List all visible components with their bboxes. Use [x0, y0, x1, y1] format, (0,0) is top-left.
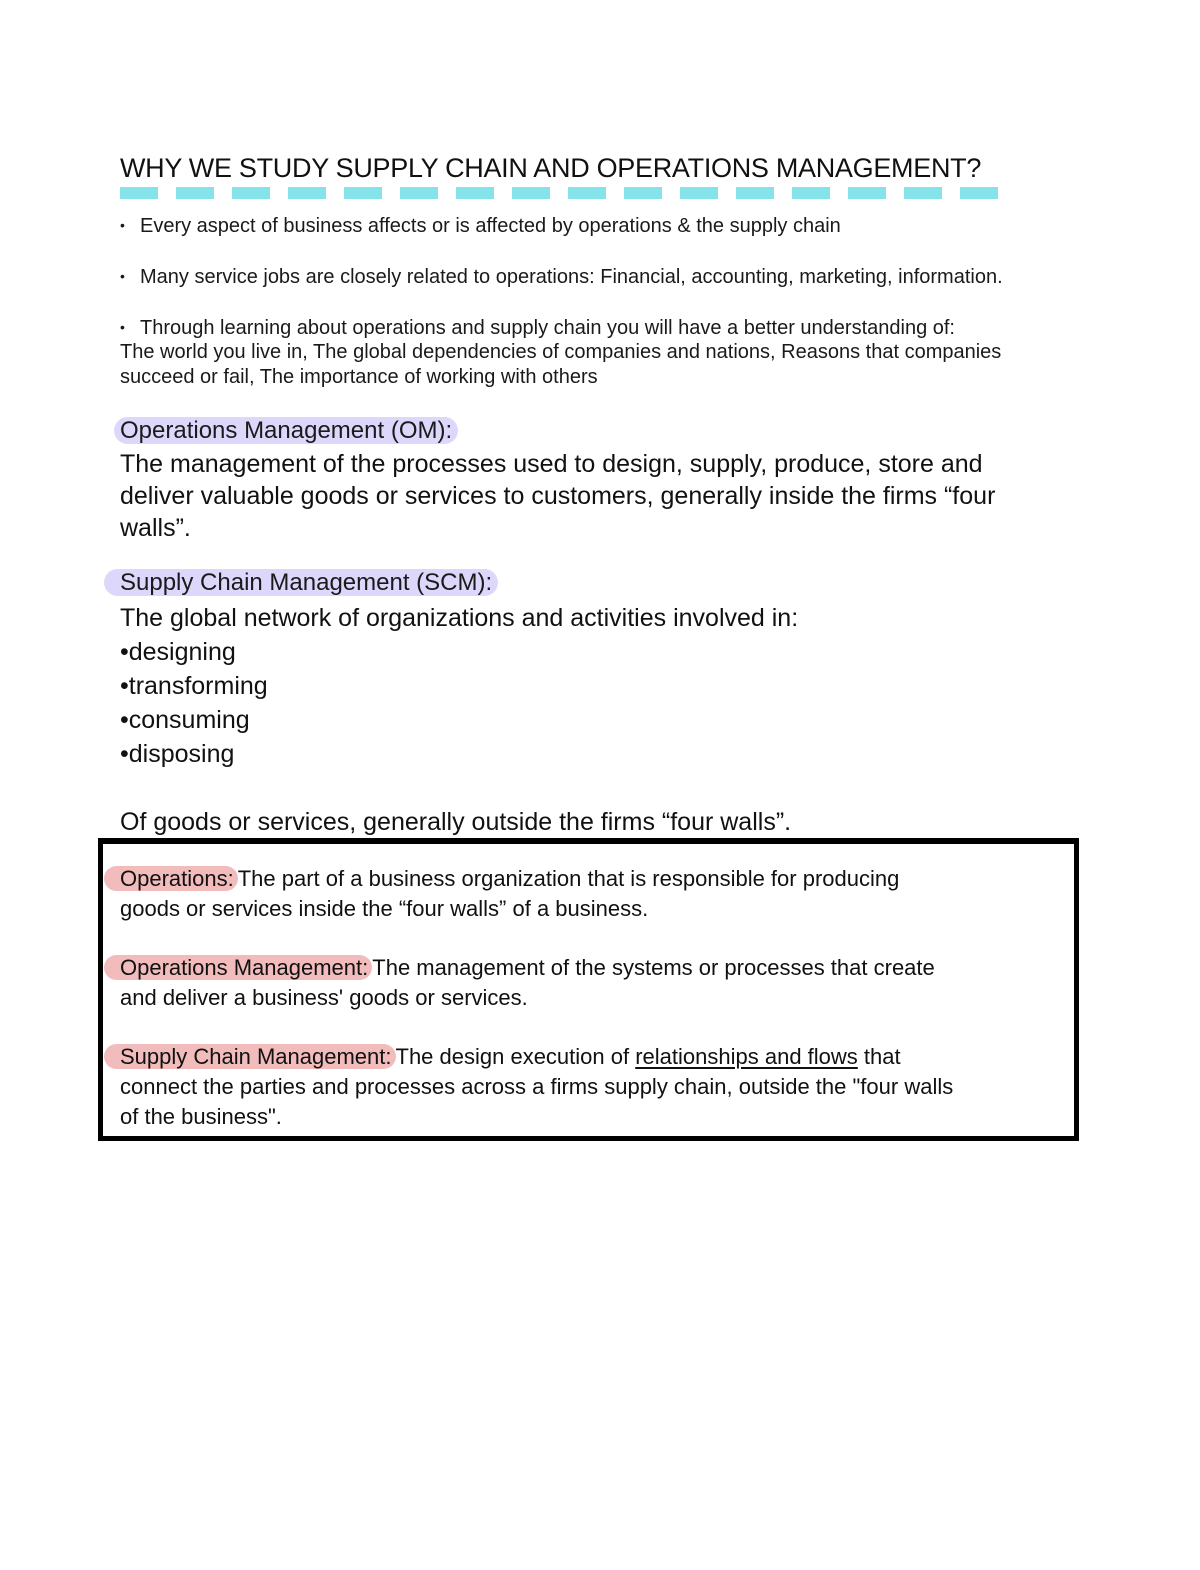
underlined-phrase: relationships and flows — [635, 1044, 858, 1069]
scm-heading-highlight: Supply Chain Management (SCM): — [104, 569, 498, 596]
bullet-continuation: The world you live in, The global dependencies of companies and nations, Reasons that companies — [120, 341, 1002, 363]
term-operations-management: Operations Management: — [104, 955, 372, 980]
definition-operations — [120, 864, 899, 894]
scm-intro: The global network of organizations and activities involved in: — [120, 604, 799, 632]
definition-text: The design execution of — [395, 1044, 636, 1069]
scm-list-item: •transforming — [120, 672, 268, 700]
om-definition-line: deliver valuable goods or services to customers, generally inside the firms “four — [120, 482, 996, 510]
om-definition-line: walls”. — [120, 514, 191, 542]
bullet-item — [120, 212, 841, 239]
term-operations: Operations: — [104, 866, 238, 891]
bullet-text: Many service jobs are closely related to operations: Financial, accounting, marketing, information. — [140, 266, 1003, 288]
om-heading-highlight: Operations Management (OM): — [114, 417, 458, 444]
bullet-item — [120, 314, 955, 341]
bullet-marker: • — [120, 268, 125, 284]
definition-text: The management of the systems or processes that create — [372, 955, 935, 980]
bullet-text: Every aspect of business affects or is affected by operations & the supply chain — [140, 215, 841, 237]
definition-text: goods or services inside the “four walls” of a business. — [120, 896, 649, 921]
definition-text: of the business". — [120, 1104, 282, 1129]
page-title: WHY WE STUDY SUPPLY CHAIN AND OPERATIONS MANAGEMENT? — [120, 153, 982, 183]
definition-supply-chain-management — [120, 1042, 901, 1072]
bullet-marker: • — [120, 217, 125, 233]
om-heading — [120, 416, 458, 446]
title-dashed-highlight — [120, 187, 1010, 199]
scm-list-item: •consuming — [120, 706, 250, 734]
scm-heading — [120, 568, 498, 598]
om-definition-line: The management of the processes used to design, supply, produce, store and — [120, 450, 983, 478]
bullet-item — [120, 263, 1003, 290]
term-supply-chain-management: Supply Chain Management: — [104, 1044, 396, 1069]
definition-text: The part of a business organization that is responsible for producing — [237, 866, 900, 891]
title-block — [120, 153, 1020, 203]
scm-closing: Of goods or services, generally outside the firms “four walls”. — [120, 808, 792, 836]
definition-operations-management — [120, 953, 935, 983]
definition-text: and deliver a business' goods or services. — [120, 985, 528, 1010]
definition-text: that — [857, 1044, 901, 1069]
bullet-continuation: succeed or fail, The importance of working with others — [120, 366, 598, 388]
definition-text: connect the parties and processes across a firms supply chain, outside the "four walls — [120, 1074, 954, 1099]
bullet-marker: • — [120, 319, 125, 335]
scm-list-item: •disposing — [120, 740, 235, 768]
bullet-text: Through learning about operations and supply chain you will have a better understanding of: — [140, 317, 955, 339]
scm-list-item: •designing — [120, 638, 236, 666]
